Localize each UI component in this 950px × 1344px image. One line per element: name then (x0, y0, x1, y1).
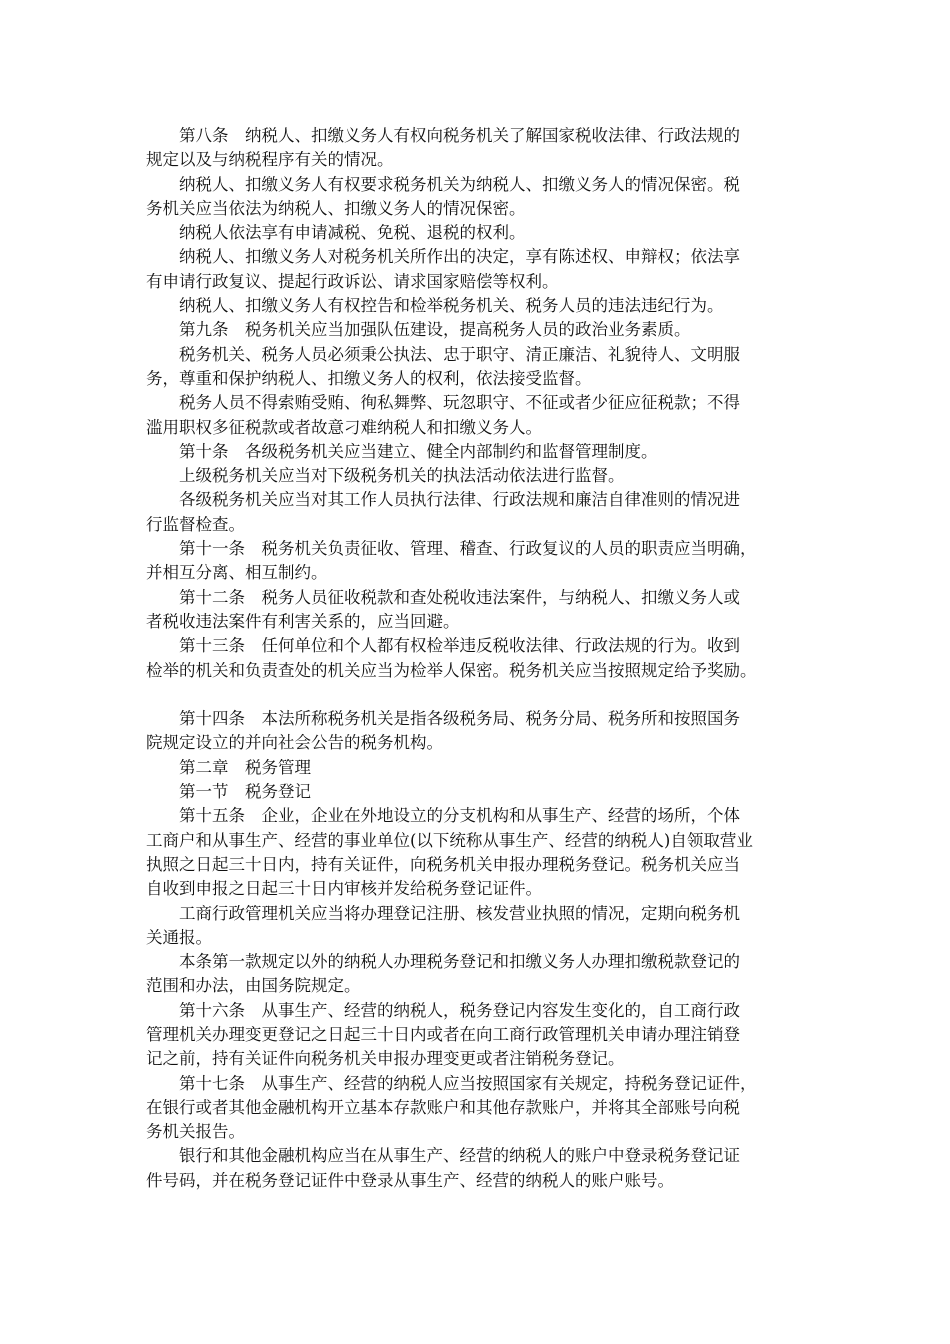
text-line: 上级税务机关应当对下级税务机关的执法活动依法进行监督。 (146, 466, 625, 486)
text-line: 第十二条 税务人员征收税款和查处税收违法案件，与纳税人、扣缴义务人或 (146, 587, 740, 607)
text-line: 第十四条 本法所称税务机关是指各级税务局、税务分局、税务所和按照国务 (146, 709, 740, 729)
text-line: 规定以及与纳税程序有关的情况。 (146, 150, 394, 170)
text-line: 税务人员不得索贿受贿、徇私舞弊、玩忽职守、不征或者少征应征税款；不得 (146, 393, 740, 413)
text-line: 纳税人、扣缴义务人对税务机关所作出的决定，享有陈述权、申辩权；依法享 (146, 247, 740, 267)
text-line: 院规定设立的并向社会公告的税务机构。 (146, 733, 443, 753)
text-line: 第十六条 从事生产、经营的纳税人，税务登记内容发生变化的，自工商行政 (146, 1000, 740, 1020)
text-line: 范围和办法，由国务院规定。 (146, 976, 361, 996)
text-line: 记之前，持有关证件向税务机关申报办理变更或者注销税务登记。 (146, 1049, 625, 1069)
section-heading: 第一节 税务登记 (146, 782, 311, 802)
blank-line (146, 683, 826, 707)
text-line: 第十五条 企业，企业在外地设立的分支机构和从事生产、经营的场所，个体 (146, 806, 740, 826)
text-line: 务，尊重和保护纳税人、扣缴义务人的权利，依法接受监督。 (146, 368, 592, 388)
text-line: 检举的机关和负责查处的机关应当为检举人保密。税务机关应当按照规定给予奖励。 (146, 660, 757, 680)
text-line: 者税收违法案件有利害关系的，应当回避。 (146, 611, 460, 631)
text-line: 本条第一款规定以外的纳税人办理税务登记和扣缴义务人办理扣缴税款登记的 (146, 952, 740, 972)
text-line: 纳税人依法享有申请减税、免税、退税的权利。 (146, 223, 526, 243)
text-line: 务机关报告。 (146, 1122, 245, 1142)
text-line: 并相互分离、相互制约。 (146, 563, 328, 583)
document-body (146, 124, 826, 1193)
text-line: 管理机关办理变更登记之日起三十日内或者在向工商行政管理机关申请办理注销登 (146, 1024, 740, 1044)
text-line: 有申请行政复议、提起行政诉讼、请求国家赔偿等权利。 (146, 271, 559, 291)
text-line: 税务机关、税务人员必须秉公执法、忠于职守、清正廉洁、礼貌待人、文明服 (146, 344, 740, 364)
text-line: 关通报。 (146, 927, 212, 947)
text-line: 第十三条 任何单位和个人都有权检举违反税收法律、行政法规的行为。收到 (146, 636, 740, 656)
text-line: 工商户和从事生产、经营的事业单位(以下统称从事生产、经营的纳税人)自领取营业 (146, 830, 753, 850)
text-line: 第十一条 税务机关负责征收、管理、稽查、行政复议的人员的职责应当明确， (146, 539, 757, 559)
text-line: 自收到申报之日起三十日内审核并发给税务登记证件。 (146, 879, 542, 899)
text-line: 纳税人、扣缴义务人有权要求税务机关为纳税人、扣缴义务人的情况保密。税 (146, 174, 740, 194)
text-line: 件号码，并在税务登记证件中登录从事生产、经营的纳税人的账户账号。 (146, 1170, 674, 1190)
text-line: 纳税人、扣缴义务人有权控告和检举税务机关、税务人员的违法违纪行为。 (146, 296, 724, 316)
text-line: 第十条 各级税务机关应当建立、健全内部制约和监督管理制度。 (146, 441, 658, 461)
text-line: 行监督检查。 (146, 514, 245, 534)
text-line: 务机关应当依法为纳税人、扣缴义务人的情况保密。 (146, 198, 526, 218)
text-line: 各级税务机关应当对其工作人员执行法律、行政法规和廉洁自律准则的情况进 (146, 490, 740, 510)
text-line: 在银行或者其他金融机构开立基本存款账户和其他存款账户，并将其全部账号向税 (146, 1097, 740, 1117)
text-line: 银行和其他金融机构应当在从事生产、经营的纳税人的账户中登录税务登记证 (146, 1146, 740, 1166)
text-line: 执照之日起三十日内，持有关证件，向税务机关申报办理税务登记。税务机关应当 (146, 854, 740, 874)
text-line: 第九条 税务机关应当加强队伍建设，提高税务人员的政治业务素质。 (146, 320, 691, 340)
text-line: 滥用职权多征税款或者故意刁难纳税人和扣缴义务人。 (146, 417, 542, 437)
text-line: 第八条 纳税人、扣缴义务人有权向税务机关了解国家税收法律、行政法规的 (146, 126, 740, 145)
text-line: 工商行政管理机关应当将办理登记注册、核发营业执照的情况，定期向税务机 (146, 903, 740, 923)
text-line: 第十七条 从事生产、经营的纳税人应当按照国家有关规定，持税务登记证件， (146, 1073, 757, 1093)
chapter-heading: 第二章 税务管理 (146, 757, 311, 777)
